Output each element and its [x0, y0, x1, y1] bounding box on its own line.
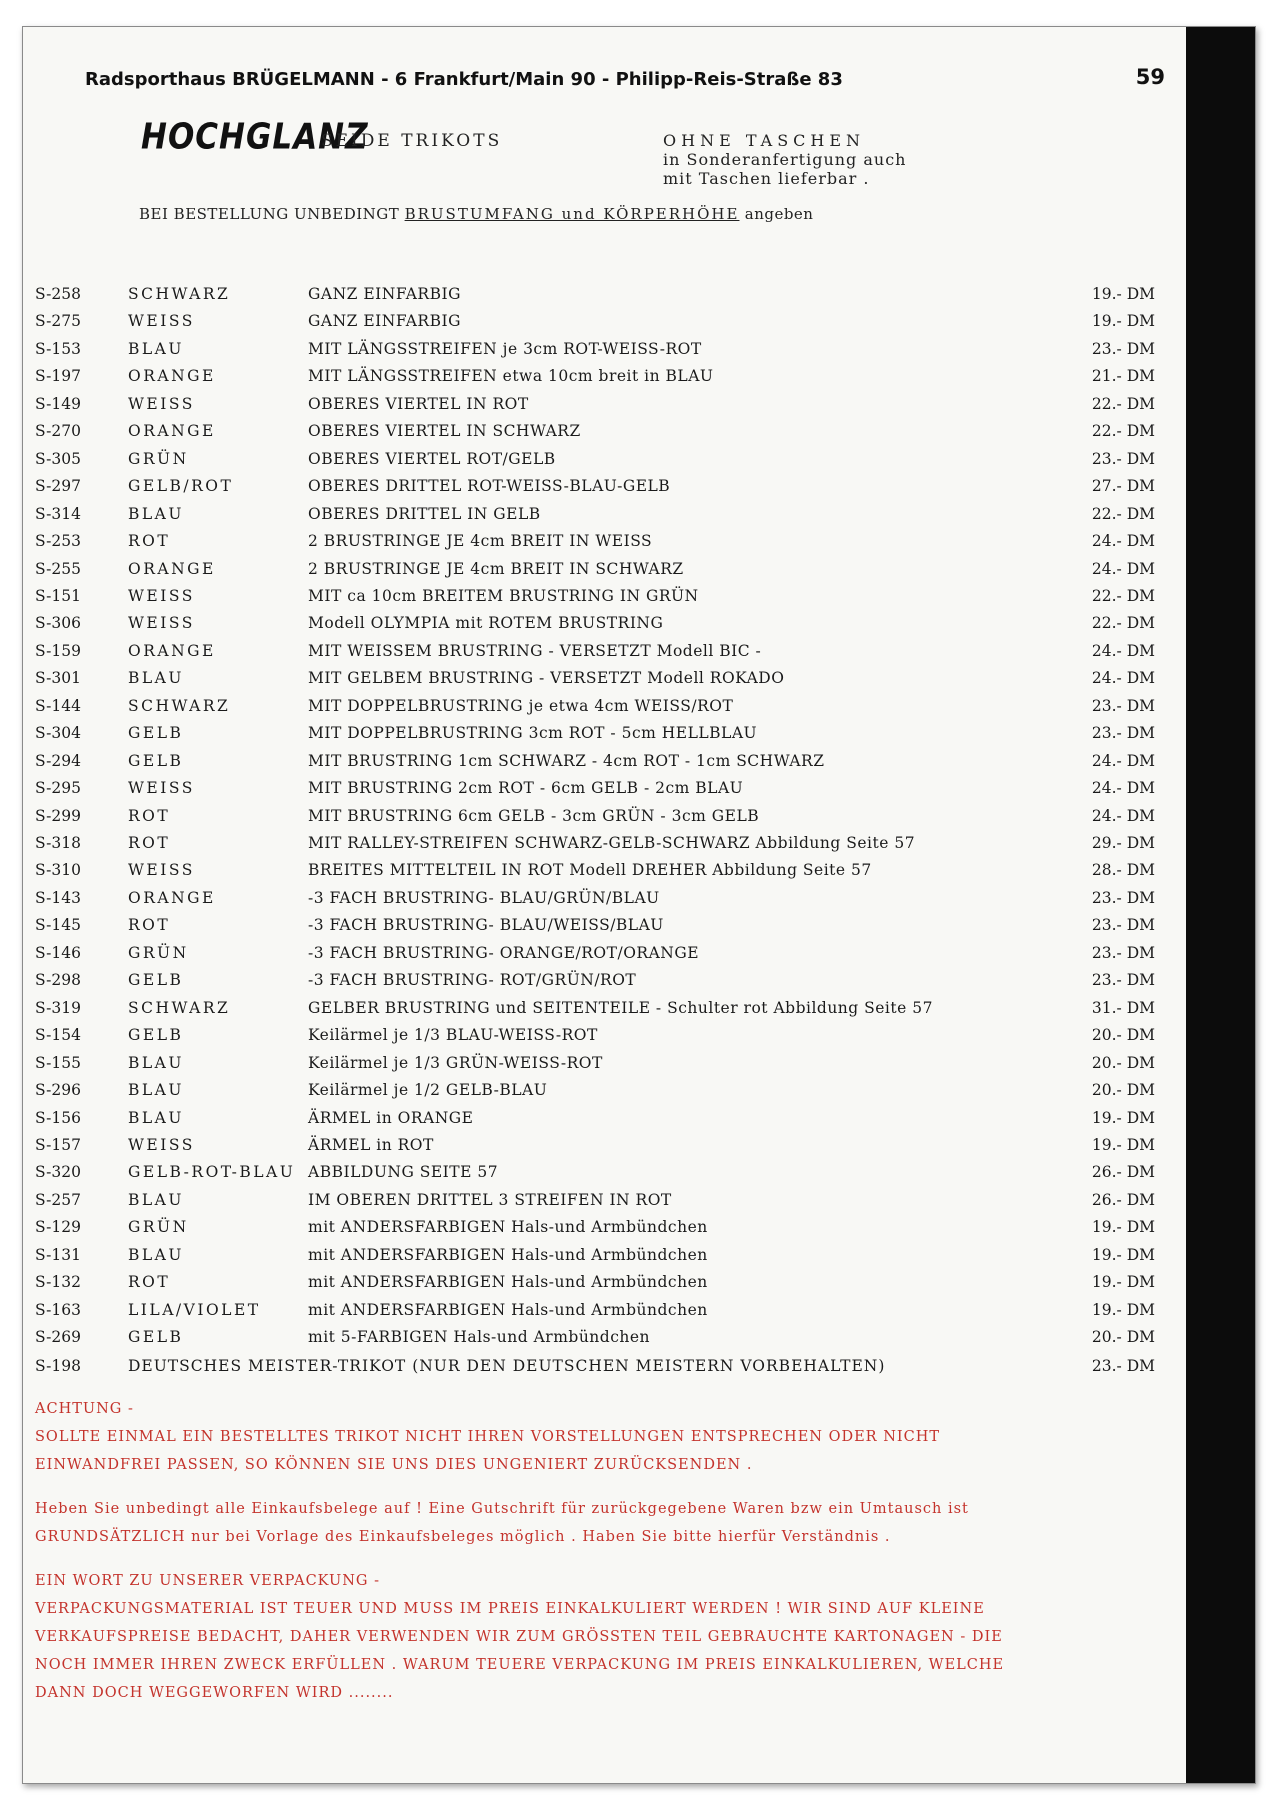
item-price: 22.- DM	[1091, 587, 1155, 605]
item-price: 24.- DM	[1091, 669, 1155, 688]
item-description: Keilärmel je 1/2 GELB-BLAU	[308, 1081, 548, 1099]
item-code: S-255	[35, 559, 82, 578]
table-row	[35, 834, 1155, 860]
item-price: 23.- DM	[1091, 724, 1155, 743]
item-color: ROT	[128, 806, 171, 825]
table-row	[35, 1191, 1155, 1217]
item-code: S-298	[35, 971, 82, 990]
item-color: GRÜN	[128, 943, 189, 962]
table-row	[35, 1054, 1155, 1080]
item-code: S-146	[35, 943, 82, 962]
item-color: GRÜN	[128, 449, 189, 468]
item-description: 2 BRUSTRINGE JE 4cm BREIT IN SCHWARZ	[308, 559, 684, 578]
item-price: 19.- DM	[1091, 1135, 1155, 1154]
item-code: S-301	[35, 669, 82, 688]
item-price: 23.- DM	[1091, 449, 1155, 468]
table-row	[35, 285, 1155, 311]
item-price: 26.- DM	[1091, 1190, 1155, 1209]
table-row	[35, 1026, 1155, 1052]
item-code: S-304	[35, 724, 82, 743]
pocket-note-line: in Sonderanfertigung auch	[663, 150, 907, 169]
item-price: 26.- DM	[1091, 1163, 1155, 1182]
item-code: S-198	[35, 1357, 82, 1375]
item-description: GANZ EINFARBIG	[308, 285, 462, 303]
table-row	[35, 642, 1155, 668]
table-row	[35, 1328, 1155, 1354]
item-code: S-294	[35, 751, 82, 770]
table-row	[35, 1163, 1155, 1189]
item-code: S-253	[35, 532, 82, 550]
table-row	[35, 367, 1155, 393]
item-color: SCHWARZ	[128, 696, 231, 715]
item-color: WEISS	[128, 394, 195, 413]
warning-line: VERPACKUNGSMATERIAL IST TEUER UND MUSS IM PREIS EINKALKULIERT WERDEN ! WIR SIND AUF KLEINE	[35, 1601, 985, 1617]
item-description: Modell OLYMPIA mit ROTEM BRUSTRING	[308, 614, 664, 633]
item-color: ROT	[128, 916, 171, 935]
item-description: Keilärmel je 1/3 BLAU-WEISS-ROT	[308, 1026, 598, 1045]
item-description: OBERES DRITTEL ROT-WEISS-BLAU-GELB	[308, 477, 671, 496]
item-color: ORANGE	[128, 559, 216, 578]
item-code: S-163	[35, 1300, 82, 1319]
table-row	[35, 1109, 1155, 1135]
item-color: ORANGE	[128, 888, 216, 907]
item-code: S-144	[35, 696, 82, 715]
item-code: S-154	[35, 1026, 82, 1045]
item-code: S-275	[35, 312, 82, 331]
item-code: S-319	[35, 998, 82, 1017]
item-color: ROT	[128, 1273, 171, 1292]
item-price: 19.- DM	[1091, 1108, 1155, 1127]
item-price: 23.- DM	[1091, 916, 1155, 935]
item-color: ORANGE	[128, 422, 216, 441]
item-color: WEISS	[128, 614, 195, 633]
item-code: S-269	[35, 1328, 82, 1347]
item-description: -3 FACH BRUSTRING- ROT/GRÜN/ROT	[308, 971, 637, 990]
table-row	[35, 587, 1155, 613]
table-row	[35, 1246, 1155, 1272]
item-price: 23.- DM	[1091, 888, 1155, 907]
table-row	[35, 395, 1155, 421]
table-row	[35, 779, 1155, 805]
item-color: ROT	[128, 532, 171, 550]
item-price: 24.- DM	[1091, 559, 1155, 578]
item-code: S-306	[35, 614, 82, 633]
item-price: 23.- DM	[1091, 696, 1155, 715]
table-row	[35, 560, 1155, 586]
item-price: 24.- DM	[1091, 641, 1155, 660]
table-row	[35, 505, 1155, 531]
item-description: OBERES DRITTEL IN GELB	[308, 504, 541, 523]
item-price: 24.- DM	[1091, 532, 1155, 550]
item-description: GELBER BRUSTRING und SEITENTEILE - Schulter rot Abbildung Seite 57	[308, 998, 933, 1017]
item-color: GELB	[128, 1026, 184, 1045]
item-color: GELB-ROT-BLAU	[128, 1163, 296, 1182]
item-description: MIT BRUSTRING 1cm SCHWARZ - 4cm ROT - 1cm SCHWARZ	[308, 751, 825, 770]
item-price: 27.- DM	[1091, 477, 1155, 496]
item-code: S-149	[35, 394, 82, 413]
table-row	[35, 532, 1155, 558]
table-row	[35, 1301, 1155, 1327]
item-code: S-314	[35, 504, 82, 523]
table-row	[35, 944, 1155, 970]
order-notice-suffix: angeben	[744, 205, 814, 223]
item-color: WEISS	[128, 587, 195, 605]
table-row	[35, 861, 1155, 887]
table-row	[35, 752, 1155, 778]
table-row	[35, 999, 1155, 1025]
table-row	[35, 724, 1155, 750]
item-description: DEUTSCHES MEISTER-TRIKOT (NUR DEN DEUTSCHEN MEISTERN VORBEHALTEN)	[128, 1357, 886, 1375]
table-row	[35, 697, 1155, 723]
item-price: 19.- DM	[1091, 1218, 1155, 1237]
item-price: 24.- DM	[1091, 806, 1155, 825]
warning-line: EINWANDFREI PASSEN, SO KÖNNEN SIE UNS DIES UNGENIERT ZURÜCKSENDEN .	[35, 1457, 753, 1473]
warning-line: DANN DOCH WEGGEWORFEN WIRD ........	[35, 1685, 394, 1701]
item-description: 2 BRUSTRINGE JE 4cm BREIT IN WEISS	[308, 532, 653, 550]
item-color: LILA/VIOLET	[128, 1300, 261, 1319]
item-description: mit ANDERSFARBIGEN Hals-und Armbündchen	[308, 1245, 708, 1264]
item-price: 28.- DM	[1091, 861, 1155, 880]
warning-line: VERKAUFSPREISE BEDACHT, DAHER VERWENDEN WIR ZUM GRÖSSTEN TEIL GEBRAUCHTE KARTONAGEN - DIE	[35, 1629, 1003, 1645]
item-color: GELB	[128, 724, 184, 743]
table-row	[35, 477, 1155, 503]
shop-address: Radsporthaus BRÜGELMANN - 6 Frankfurt/Main 90 - Philipp-Reis-Straße 83	[85, 69, 843, 90]
catalog-page	[23, 27, 1186, 1783]
item-color: SCHWARZ	[128, 285, 231, 303]
item-price: 29.- DM	[1091, 834, 1155, 852]
item-description: BREITES MITTELTEIL IN ROT Modell DREHER Abbildung Seite 57	[308, 861, 872, 880]
table-row	[35, 1273, 1155, 1299]
item-code: S-159	[35, 641, 82, 660]
item-description: MIT DOPPELBRUSTRING je etwa 4cm WEISS/ROT	[308, 696, 734, 715]
item-price: 31.- DM	[1091, 998, 1155, 1017]
item-price: 23.- DM	[1091, 1357, 1155, 1375]
item-color: WEISS	[128, 779, 195, 798]
warning-line: GRUNDSÄTZLICH nur bei Vorlage des Einkaufsbeleges möglich . Haben Sie bitte hierfür Verständnis .	[35, 1529, 891, 1545]
item-description: ABBILDUNG SEITE 57	[308, 1163, 499, 1182]
table-row-special	[35, 1357, 1155, 1383]
item-price: 20.- DM	[1091, 1026, 1155, 1045]
item-color: BLAU	[128, 339, 184, 358]
table-row	[35, 889, 1155, 915]
price-list	[23, 27, 1186, 1427]
item-color: BLAU	[128, 1245, 184, 1264]
item-description: IM OBEREN DRITTEL 3 STREIFEN IN ROT	[308, 1190, 672, 1209]
item-description: OBERES VIERTEL IN ROT	[308, 394, 529, 413]
item-color: GELB	[128, 751, 184, 770]
item-color: BLAU	[128, 504, 184, 523]
table-row	[35, 916, 1155, 942]
item-description: MIT LÄNGSSTREIFEN etwa 10cm breit in BLAU	[308, 367, 714, 386]
item-description: -3 FACH BRUSTRING- BLAU/GRÜN/BLAU	[308, 888, 660, 907]
item-code: S-310	[35, 861, 82, 880]
item-color: ORANGE	[128, 641, 216, 660]
item-description: Keilärmel je 1/3 GRÜN-WEISS-ROT	[308, 1053, 603, 1072]
item-price: 20.- DM	[1091, 1328, 1155, 1347]
item-description: MIT BRUSTRING 6cm GELB - 3cm GRÜN - 3cm GELB	[308, 806, 760, 825]
item-code: S-320	[35, 1163, 82, 1182]
item-color: GELB	[128, 971, 184, 990]
item-code: S-318	[35, 834, 82, 852]
item-description: mit ANDERSFARBIGEN Hals-und Armbündchen	[308, 1218, 708, 1237]
item-color: ROT	[128, 834, 171, 852]
warning-line: Heben Sie unbedingt alle Einkaufsbelege auf ! Eine Gutschrift für zurückgegebene Waren bzw ein Umtausch ist	[35, 1501, 969, 1517]
item-description: mit 5-FARBIGEN Hals-und Armbündchen	[308, 1328, 651, 1347]
item-code: S-157	[35, 1135, 82, 1154]
table-row	[35, 971, 1155, 997]
item-code: S-258	[35, 285, 82, 303]
item-code: S-129	[35, 1218, 82, 1237]
item-price: 23.- DM	[1091, 943, 1155, 962]
item-description: OBERES VIERTEL IN SCHWARZ	[308, 422, 581, 441]
item-color: BLAU	[128, 1081, 184, 1099]
table-row	[35, 1136, 1155, 1162]
table-row	[35, 807, 1155, 833]
item-price: 19.- DM	[1091, 312, 1155, 331]
item-color: GELB	[128, 1328, 184, 1347]
warning-line: SOLLTE EINMAL EIN BESTELLTES TRIKOT NICHT IHREN VORSTELLUNGEN ENTSPRECHEN ODER NICHT	[35, 1429, 941, 1445]
item-color: WEISS	[128, 1135, 195, 1154]
warning-line: ACHTUNG -	[35, 1401, 134, 1417]
item-description: MIT DOPPELBRUSTRING 3cm ROT - 5cm HELLBLAU	[308, 724, 758, 743]
order-notice-emphasis: BRUSTUMFANG und KÖRPERHÖHE	[404, 205, 740, 223]
item-description: MIT BRUSTRING 2cm ROT - 6cm GELB - 2cm BLAU	[308, 779, 744, 798]
item-code: S-143	[35, 888, 82, 907]
item-description: -3 FACH BRUSTRING- ORANGE/ROT/ORANGE	[308, 943, 700, 962]
item-description: mit ANDERSFARBIGEN Hals-und Armbündchen	[308, 1300, 708, 1319]
item-code: S-131	[35, 1245, 82, 1264]
table-row	[35, 312, 1155, 338]
item-price: 23.- DM	[1091, 339, 1155, 358]
item-color: BLAU	[128, 1053, 184, 1072]
warning-line: NOCH IMMER IHREN ZWECK ERFÜLLEN . WARUM TEUERE VERPACKUNG IM PREIS EINKALKULIEREN, WELCHE	[35, 1657, 1005, 1673]
table-row	[35, 422, 1155, 448]
table-row	[35, 1081, 1155, 1107]
item-color: ORANGE	[128, 367, 216, 386]
item-code: S-297	[35, 477, 82, 496]
table-row	[35, 450, 1155, 476]
table-row	[35, 1218, 1155, 1244]
item-code: S-299	[35, 806, 82, 825]
item-description: GANZ EINFARBIG	[308, 312, 462, 331]
item-description: MIT GELBEM BRUSTRING - VERSETZT Modell ROKADO	[308, 669, 785, 688]
item-code: S-155	[35, 1053, 82, 1072]
scanned-page-frame	[22, 26, 1256, 1784]
item-price: 22.- DM	[1091, 422, 1155, 441]
item-code: S-295	[35, 779, 82, 798]
table-row	[35, 614, 1155, 640]
item-description: MIT LÄNGSSTREIFEN je 3cm ROT-WEISS-ROT	[308, 339, 702, 358]
item-description: -3 FACH BRUSTRING- BLAU/WEISS/BLAU	[308, 916, 664, 935]
item-price: 23.- DM	[1091, 971, 1155, 990]
item-description: MIT WEISSEM BRUSTRING - VERSETZT Modell BIC -	[308, 641, 762, 660]
table-row	[35, 669, 1155, 695]
item-description: ÄRMEL in ROT	[308, 1135, 434, 1154]
page-number: 59	[1135, 65, 1165, 89]
item-code: S-156	[35, 1108, 82, 1127]
item-price: 20.- DM	[1091, 1053, 1155, 1072]
item-code: S-151	[35, 587, 82, 605]
item-code: S-197	[35, 367, 82, 386]
item-code: S-270	[35, 422, 82, 441]
item-color: GRÜN	[128, 1218, 189, 1237]
table-row	[35, 340, 1155, 366]
item-price: 24.- DM	[1091, 779, 1155, 798]
item-description: MIT RALLEY-STREIFEN SCHWARZ-GELB-SCHWARZ Abbildung Seite 57	[308, 834, 916, 852]
item-price: 19.- DM	[1091, 1245, 1155, 1264]
item-color: BLAU	[128, 1190, 184, 1209]
item-price: 20.- DM	[1091, 1081, 1155, 1099]
item-color: BLAU	[128, 669, 184, 688]
product-subtitle: SEIDE TRIKOTS	[321, 131, 503, 151]
item-price: 19.- DM	[1091, 285, 1155, 303]
item-price: 22.- DM	[1091, 504, 1155, 523]
item-description: OBERES VIERTEL ROT/GELB	[308, 449, 556, 468]
item-code: S-257	[35, 1190, 82, 1209]
item-description: mit ANDERSFARBIGEN Hals-und Armbündchen	[308, 1273, 708, 1292]
pocket-note-line: mit Taschen lieferbar .	[663, 169, 870, 188]
item-price: 19.- DM	[1091, 1300, 1155, 1319]
item-price: 22.- DM	[1091, 394, 1155, 413]
item-code: S-296	[35, 1081, 82, 1099]
item-color: WEISS	[128, 312, 195, 331]
item-code: S-305	[35, 449, 82, 468]
scan-edge-shadow	[1186, 27, 1255, 1783]
warning-line: EIN WORT ZU UNSERER VERPACKUNG -	[35, 1573, 380, 1589]
item-code: S-132	[35, 1273, 82, 1292]
item-price: 21.- DM	[1091, 367, 1155, 386]
pocket-note-title: OHNE TASCHEN	[663, 131, 866, 150]
item-description: MIT ca 10cm BREITEM BRUSTRING IN GRÜN	[308, 587, 699, 605]
item-code: S-145	[35, 916, 82, 935]
item-price: 24.- DM	[1091, 751, 1155, 770]
brand-title: HOCHGLANZ	[141, 116, 369, 158]
item-description: ÄRMEL in ORANGE	[308, 1108, 474, 1127]
item-color: SCHWARZ	[128, 998, 231, 1017]
item-color: WEISS	[128, 861, 195, 880]
item-color: GELB/ROT	[128, 477, 234, 496]
item-price: 22.- DM	[1091, 614, 1155, 633]
item-price: 19.- DM	[1091, 1273, 1155, 1292]
item-code: S-153	[35, 339, 82, 358]
order-notice-prefix: BEI BESTELLUNG UNBEDINGT	[139, 205, 400, 223]
item-color: BLAU	[128, 1108, 184, 1127]
